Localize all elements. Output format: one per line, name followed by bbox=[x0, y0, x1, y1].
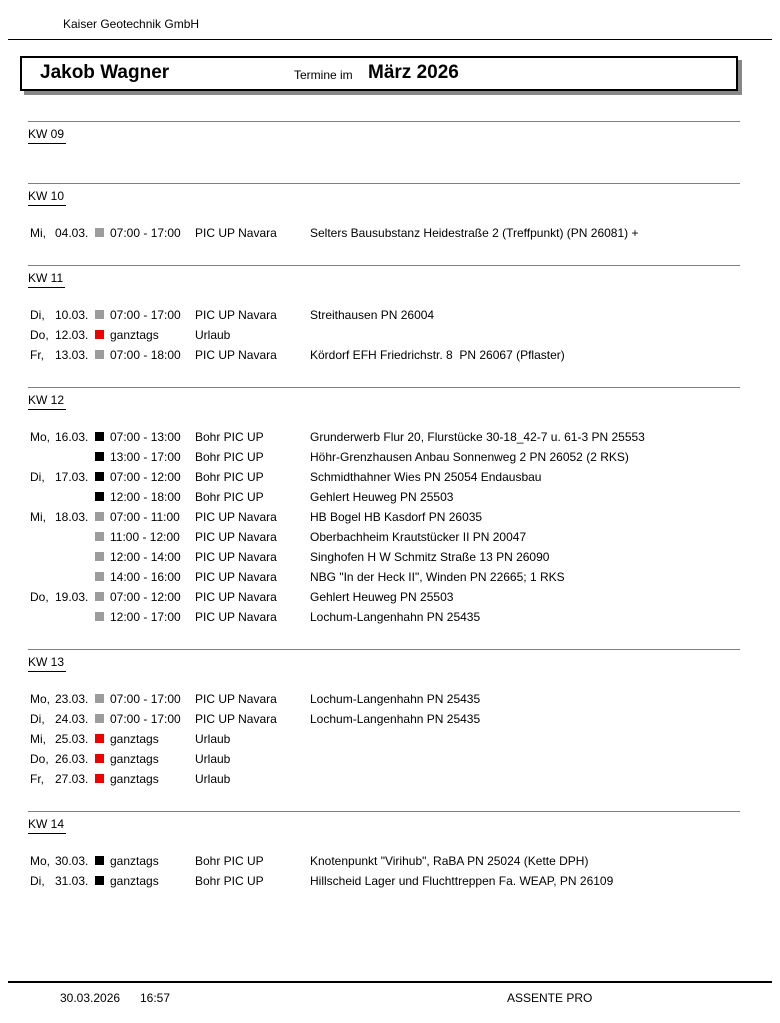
type-cell: Bohr PIC UP bbox=[195, 450, 264, 464]
section-divider bbox=[28, 121, 740, 122]
appointment-row bbox=[0, 467, 780, 487]
footer-divider bbox=[8, 981, 772, 983]
time-cell: ganztags bbox=[110, 752, 159, 766]
week-label: KW 11 bbox=[28, 271, 65, 288]
date-cell: 24.03. bbox=[55, 712, 89, 726]
type-cell: PIC UP Navara bbox=[195, 550, 277, 564]
appointment-row bbox=[0, 527, 780, 547]
description-cell: Selters Bausubstanz Heidestraße 2 (Treffpunkt) (PN 26081) + bbox=[310, 226, 639, 240]
time-cell: ganztags bbox=[110, 732, 159, 746]
date-cell: 12.03. bbox=[55, 328, 89, 342]
type-cell: Bohr PIC UP bbox=[195, 854, 264, 868]
description-cell: Gehlert Heuweg PN 25503 bbox=[310, 490, 454, 504]
black-square-marker-icon bbox=[95, 452, 104, 461]
day-cell: Mo, bbox=[30, 854, 51, 868]
gray-square-marker-icon bbox=[95, 552, 104, 561]
date-cell: 16.03. bbox=[55, 430, 89, 444]
day-cell: Di, bbox=[30, 308, 45, 322]
week-section bbox=[0, 183, 780, 265]
week-section bbox=[0, 811, 780, 913]
appointment-rows bbox=[0, 206, 780, 243]
time-cell: 07:00 - 17:00 bbox=[110, 308, 181, 322]
person-name: Jakob Wagner bbox=[40, 62, 170, 83]
type-cell: Bohr PIC UP bbox=[195, 430, 264, 444]
time-cell: 13:00 - 17:00 bbox=[110, 450, 181, 464]
gray-square-marker-icon bbox=[95, 532, 104, 541]
time-cell: 12:00 - 17:00 bbox=[110, 610, 181, 624]
date-cell: 17.03. bbox=[55, 470, 89, 484]
section-divider bbox=[28, 811, 740, 812]
gray-square-marker-icon bbox=[95, 714, 104, 723]
appointment-row bbox=[0, 567, 780, 587]
black-square-marker-icon bbox=[95, 472, 104, 481]
type-cell: Urlaub bbox=[195, 328, 231, 342]
type-cell: Urlaub bbox=[195, 732, 231, 746]
time-cell: ganztags bbox=[110, 328, 159, 342]
appointment-rows bbox=[0, 834, 780, 891]
date-cell: 27.03. bbox=[55, 772, 89, 786]
time-cell: 07:00 - 17:00 bbox=[110, 226, 181, 240]
day-cell: Mo, bbox=[30, 692, 51, 706]
appointment-row bbox=[0, 427, 780, 447]
day-cell: Mo, bbox=[30, 430, 51, 444]
appointment-rows bbox=[0, 410, 780, 627]
description-cell: Streithausen PN 26004 bbox=[310, 308, 435, 322]
date-cell: 18.03. bbox=[55, 510, 89, 524]
gray-square-marker-icon bbox=[95, 694, 104, 703]
type-cell: PIC UP Navara bbox=[195, 226, 277, 240]
appointment-row bbox=[0, 547, 780, 567]
week-label: KW 09 bbox=[28, 127, 66, 144]
date-cell: 23.03. bbox=[55, 692, 89, 706]
appointment-row bbox=[0, 871, 780, 891]
appointment-row bbox=[0, 851, 780, 871]
gray-square-marker-icon bbox=[95, 228, 104, 237]
day-cell: Do, bbox=[30, 590, 49, 604]
appointment-row bbox=[0, 487, 780, 507]
time-cell: 14:00 - 16:00 bbox=[110, 570, 181, 584]
header-divider bbox=[8, 39, 772, 40]
type-cell: PIC UP Navara bbox=[195, 692, 277, 706]
appointment-row bbox=[0, 223, 780, 243]
black-square-marker-icon bbox=[95, 876, 104, 885]
red-square-marker-icon bbox=[95, 734, 104, 743]
appointment-row bbox=[0, 325, 780, 345]
day-cell: Fr, bbox=[30, 772, 44, 786]
time-cell: 11:00 - 12:00 bbox=[110, 530, 180, 544]
day-cell: Di, bbox=[30, 712, 45, 726]
date-cell: 31.03. bbox=[55, 874, 89, 888]
description-cell: Singhofen H W Schmitz Straße 13 PN 26090 bbox=[310, 550, 550, 564]
day-cell: Do, bbox=[30, 328, 49, 342]
appointment-row bbox=[0, 689, 780, 709]
week-section bbox=[0, 387, 780, 649]
week-label: KW 10 bbox=[28, 189, 66, 206]
black-square-marker-icon bbox=[95, 432, 104, 441]
date-cell: 30.03. bbox=[55, 854, 89, 868]
week-label: KW 13 bbox=[28, 655, 66, 672]
appointment-row bbox=[0, 345, 780, 365]
black-square-marker-icon bbox=[95, 856, 104, 865]
appointment-row bbox=[0, 587, 780, 607]
schedule bbox=[0, 121, 780, 913]
type-cell: PIC UP Navara bbox=[195, 510, 277, 524]
company-name: Kaiser Geotechnik GmbH bbox=[63, 17, 200, 31]
date-cell: 26.03. bbox=[55, 752, 89, 766]
week-section bbox=[0, 121, 780, 183]
type-cell: PIC UP Navara bbox=[195, 348, 277, 362]
day-cell: Fr, bbox=[30, 348, 44, 362]
black-square-marker-icon bbox=[95, 492, 104, 501]
time-cell: ganztags bbox=[110, 854, 159, 868]
description-cell: Lochum-Langenhahn PN 25435 bbox=[310, 712, 481, 726]
time-cell: ganztags bbox=[110, 772, 159, 786]
gray-square-marker-icon bbox=[95, 350, 104, 359]
section-divider bbox=[28, 265, 740, 266]
day-cell: Mi, bbox=[30, 226, 46, 240]
red-square-marker-icon bbox=[95, 754, 104, 763]
appointment-rows bbox=[0, 288, 780, 365]
date-cell: 10.03. bbox=[55, 308, 89, 322]
report-month: März 2026 bbox=[368, 62, 459, 83]
section-divider bbox=[28, 387, 740, 388]
description-cell: Lochum-Langenhahn PN 25435 bbox=[310, 692, 481, 706]
appointment-row bbox=[0, 749, 780, 769]
time-cell: 07:00 - 18:00 bbox=[110, 348, 181, 362]
type-cell: PIC UP Navara bbox=[195, 308, 277, 322]
description-cell: Knotenpunkt "Virihub", RaBA PN 25024 (Kette DPH) bbox=[310, 854, 589, 868]
type-cell: Bohr PIC UP bbox=[195, 874, 264, 888]
description-cell: NBG "In der Heck II", Winden PN 22665; 1 RKS bbox=[310, 570, 565, 584]
week-label: KW 12 bbox=[28, 393, 66, 410]
description-cell: Oberbachheim Krautstücker II PN 20047 bbox=[310, 530, 527, 544]
title-box bbox=[20, 56, 738, 91]
appointment-row bbox=[0, 709, 780, 729]
type-cell: Bohr PIC UP bbox=[195, 490, 264, 504]
red-square-marker-icon bbox=[95, 774, 104, 783]
week-label: KW 14 bbox=[28, 817, 66, 834]
week-section bbox=[0, 649, 780, 811]
type-cell: Urlaub bbox=[195, 752, 231, 766]
date-cell: 19.03. bbox=[55, 590, 89, 604]
type-cell: Bohr PIC UP bbox=[195, 470, 264, 484]
appointment-row bbox=[0, 769, 780, 789]
date-cell: 13.03. bbox=[55, 348, 89, 362]
date-cell: 04.03. bbox=[55, 226, 89, 240]
time-cell: 07:00 - 13:00 bbox=[110, 430, 181, 444]
red-square-marker-icon bbox=[95, 330, 104, 339]
time-cell: 07:00 - 17:00 bbox=[110, 712, 181, 726]
description-cell: HB Bogel HB Kasdorf PN 26035 bbox=[310, 510, 483, 524]
description-cell: Kördorf EFH Friedrichstr. 8 PN 26067 (Pflaster) bbox=[310, 348, 565, 362]
description-cell: Schmidthahner Wies PN 25054 Endausbau bbox=[310, 470, 542, 484]
time-cell: 07:00 - 12:00 bbox=[110, 470, 181, 484]
date-cell: 25.03. bbox=[55, 732, 89, 746]
appointment-row bbox=[0, 507, 780, 527]
type-cell: PIC UP Navara bbox=[195, 590, 277, 604]
gray-square-marker-icon bbox=[95, 592, 104, 601]
type-cell: PIC UP Navara bbox=[195, 712, 277, 726]
time-cell: 07:00 - 11:00 bbox=[110, 510, 180, 524]
day-cell: Do, bbox=[30, 752, 49, 766]
gray-square-marker-icon bbox=[95, 612, 104, 621]
day-cell: Di, bbox=[30, 470, 45, 484]
gray-square-marker-icon bbox=[95, 572, 104, 581]
type-cell: PIC UP Navara bbox=[195, 530, 277, 544]
gray-square-marker-icon bbox=[95, 310, 104, 319]
type-cell: Urlaub bbox=[195, 772, 231, 786]
week-section bbox=[0, 265, 780, 387]
report-subtitle: Termine im bbox=[294, 68, 353, 82]
appointment-row bbox=[0, 305, 780, 325]
day-cell: Mi, bbox=[30, 732, 46, 746]
description-cell: Hillscheid Lager und Fluchttreppen Fa. WEAP, PN 26109 bbox=[310, 874, 614, 888]
day-cell: Di, bbox=[30, 874, 45, 888]
appointment-row bbox=[0, 729, 780, 749]
day-cell: Mi, bbox=[30, 510, 46, 524]
time-cell: 07:00 - 17:00 bbox=[110, 692, 181, 706]
time-cell: ganztags bbox=[110, 874, 159, 888]
section-divider bbox=[28, 649, 740, 650]
appointment-rows bbox=[0, 144, 780, 161]
time-cell: 07:00 - 12:00 bbox=[110, 590, 181, 604]
app-name: ASSENTE PRO bbox=[507, 991, 593, 1005]
gray-square-marker-icon bbox=[95, 512, 104, 521]
time-cell: 12:00 - 18:00 bbox=[110, 490, 181, 504]
type-cell: PIC UP Navara bbox=[195, 570, 277, 584]
print-date: 30.03.2026 bbox=[60, 991, 121, 1005]
description-cell: Höhr-Grenzhausen Anbau Sonnenweg 2 PN 26052 (2 RKS) bbox=[310, 450, 629, 464]
appointment-rows bbox=[0, 672, 780, 789]
description-cell: Lochum-Langenhahn PN 25435 bbox=[310, 610, 481, 624]
time-cell: 12:00 - 14:00 bbox=[110, 550, 181, 564]
appointment-row bbox=[0, 447, 780, 467]
description-cell: Grunderwerb Flur 20, Flurstücke 30-18_42-7 u. 61-3 PN 25553 bbox=[310, 430, 645, 444]
section-divider bbox=[28, 183, 740, 184]
type-cell: PIC UP Navara bbox=[195, 610, 277, 624]
description-cell: Gehlert Heuweg PN 25503 bbox=[310, 590, 454, 604]
print-time: 16:57 bbox=[140, 991, 171, 1005]
appointment-row bbox=[0, 607, 780, 627]
